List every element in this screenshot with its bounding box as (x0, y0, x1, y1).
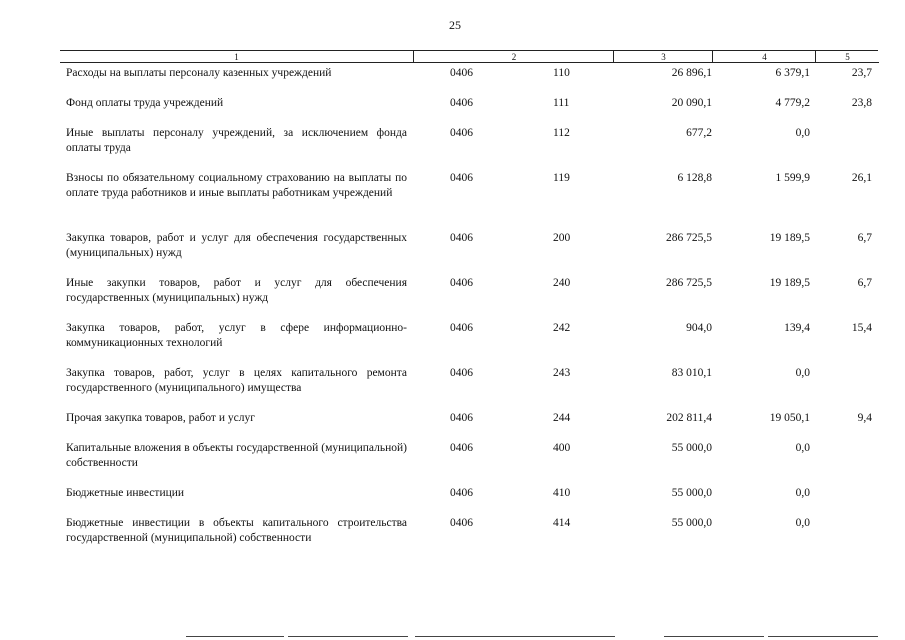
row-name: Закупка товаров, работ, услуг в сфере информационно-коммуникационных технологий (66, 322, 407, 349)
page-number: 25 (449, 18, 461, 32)
row-value-3: 55 000,0 (671, 442, 712, 454)
row-value-4: 0,0 (795, 517, 810, 529)
row-value-3: 26 896,1 (671, 67, 712, 79)
row-name: Фонд оплаты труда учреждений (66, 97, 224, 109)
row-name: Закупка товаров, работ, услуг в целях капитального ремонта государственного (муниципального) имущества (66, 367, 407, 394)
row-value-4: 19 050,1 (769, 412, 810, 424)
row-value-3: 55 000,0 (671, 487, 712, 499)
row-code: 111 (553, 97, 570, 109)
row-value-5: 23,8 (851, 97, 872, 109)
row-code: 240 (553, 277, 571, 289)
row-value-3: 286 725,5 (666, 232, 712, 244)
row-section: 0406 (450, 127, 473, 139)
footer-rule (768, 636, 878, 637)
row-section: 0406 (450, 442, 473, 454)
row-name: Бюджетные инвестиции в объекты капитального строительства государственной (муниципальной) собственности (66, 517, 407, 544)
row-name: Капитальные вложения в объекты государственной (муниципальной) собственности (66, 442, 407, 469)
row-value-3: 286 725,5 (666, 277, 712, 289)
row-name: Бюджетные инвестиции (66, 487, 185, 499)
row-value-4: 139,4 (784, 322, 810, 334)
row-value-5: 15,4 (851, 322, 872, 334)
row-name: Расходы на выплаты персоналу казенных учреждений (66, 67, 332, 79)
row-section: 0406 (450, 172, 473, 184)
row-value-4: 4 779,2 (775, 97, 810, 109)
row-code: 410 (553, 487, 571, 499)
row-code: 400 (553, 442, 571, 454)
row-value-4: 0,0 (795, 127, 810, 139)
row-section: 0406 (450, 367, 473, 379)
row-value-4: 19 189,5 (769, 232, 810, 244)
row-name: Взносы по обязательному социальному страхованию на выплаты по оплате труда работников и иные выплаты работникам учреждений (66, 172, 407, 199)
row-value-3: 677,2 (686, 127, 712, 139)
row-section: 0406 (450, 412, 473, 424)
row-name: Иные закупки товаров, работ и услуг для обеспечения государственных (муниципальных) нужд (66, 277, 407, 304)
row-code: 119 (553, 172, 570, 184)
row-section: 0406 (450, 487, 473, 499)
footer-rule (664, 636, 764, 637)
row-code: 242 (553, 322, 571, 334)
row-section: 0406 (450, 322, 473, 334)
row-value-5: 26,1 (851, 172, 872, 184)
row-value-3: 55 000,0 (671, 517, 712, 529)
row-code: 414 (553, 517, 571, 529)
column-header-3: 3 (613, 50, 713, 63)
footer-rule (415, 636, 615, 637)
row-value-5: 23,7 (851, 67, 872, 79)
row-value-3: 20 090,1 (671, 97, 712, 109)
row-value-4: 19 189,5 (769, 277, 810, 289)
row-code: 110 (553, 67, 570, 79)
row-value-4: 1 599,9 (775, 172, 810, 184)
row-value-4: 0,0 (795, 487, 810, 499)
row-value-3: 202 811,4 (666, 412, 712, 424)
row-code: 243 (553, 367, 571, 379)
footer-rule (186, 636, 284, 637)
row-value-5: 6,7 (857, 232, 872, 244)
row-value-3: 904,0 (686, 322, 712, 334)
column-header-2: 2 (413, 50, 614, 63)
row-section: 0406 (450, 277, 473, 289)
row-code: 244 (553, 412, 571, 424)
row-section: 0406 (450, 97, 473, 109)
row-value-4: 6 379,1 (775, 67, 810, 79)
row-value-5: 9,4 (857, 412, 872, 424)
column-header-5: 5 (815, 50, 879, 63)
row-section: 0406 (450, 517, 473, 529)
row-section: 0406 (450, 232, 473, 244)
row-name: Иные выплаты персоналу учреждений, за исключением фонда оплаты труда (66, 127, 407, 154)
row-value-4: 0,0 (795, 367, 810, 379)
column-header-1: 1 (60, 50, 413, 63)
row-section: 0406 (450, 67, 473, 79)
row-value-4: 0,0 (795, 442, 810, 454)
row-code: 112 (553, 127, 570, 139)
row-code: 200 (553, 232, 571, 244)
row-name: Прочая закупка товаров, работ и услуг (66, 412, 255, 424)
row-name: Закупка товаров, работ и услуг для обеспечения государственных (муниципальных) нужд (66, 232, 407, 259)
row-value-3: 6 128,8 (677, 172, 712, 184)
column-header-4: 4 (712, 50, 816, 63)
row-value-5: 6,7 (857, 277, 872, 289)
row-value-3: 83 010,1 (671, 367, 712, 379)
footer-rule (288, 636, 408, 637)
